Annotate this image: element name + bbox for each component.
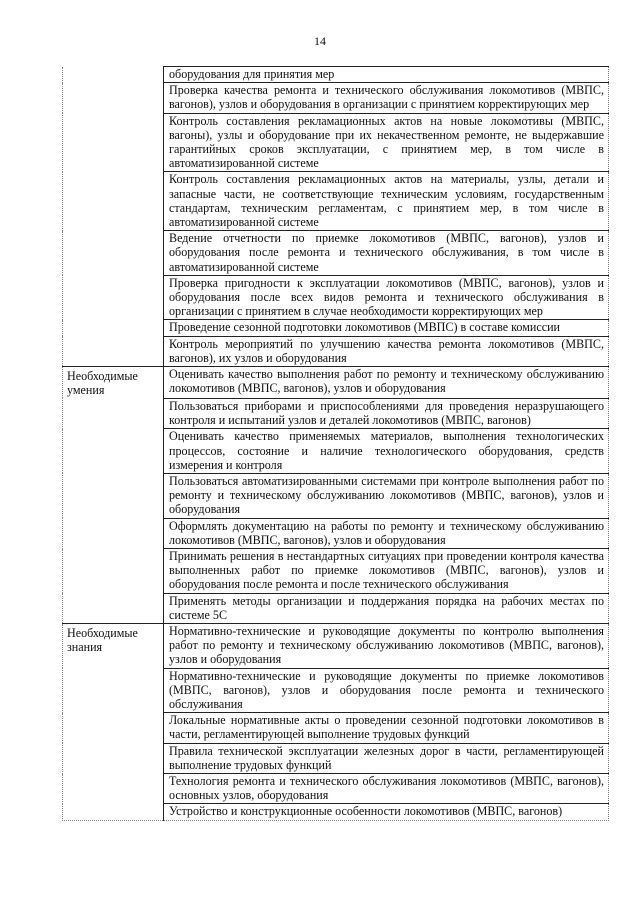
table-row xyxy=(63,549,609,594)
table-row xyxy=(63,320,609,336)
row-text: Проверка пригодности к эксплуатации локомотивов (МВПС, вагонов), узлов и оборудования после всех видов ремонта и технического обслуживания в организации с принятием в случае необходимости корректирующих мер xyxy=(164,275,609,320)
row-text: Нормативно-технические и руководящие документы по контролю выполнения работ по ремонту и техническому обслуживанию локомотивов (МВПС, вагонов), узлов и оборудования xyxy=(164,624,609,669)
table-row xyxy=(63,593,609,623)
row-label xyxy=(63,473,164,518)
table-row xyxy=(63,113,609,172)
table-row xyxy=(63,518,609,548)
section-label-skills: Необходимые умения xyxy=(63,367,164,399)
row-text: Проведение сезонной подготовки локомотивов (МВПС) в составе комиссии xyxy=(164,320,609,336)
table-row xyxy=(63,67,609,83)
row-label xyxy=(63,67,164,83)
row-text: Устройство и конструкционные особенности локомотивов (МВПС, вагонов) xyxy=(164,804,609,820)
row-text: Ведение отчетности по приемке локомотивов (МВПС, вагонов), узлов и оборудования после ремонта и технического обслуживания, в том числе в автоматизированной системе xyxy=(164,231,609,276)
row-text: Правила технической эксплуатации железных дорог в части, регламентирующей выполнение трудовых функций xyxy=(164,743,609,773)
row-label xyxy=(63,113,164,172)
row-text: Контроль составления рекламационных актов на новые локомотивы (МВПС, вагоны), узлы и оборудование при их некачественном ремонте, не выдержавшие гарантийных сроков эксплуатации, с принятием мер, в том числе в автоматизированной системе xyxy=(164,113,609,172)
row-label xyxy=(63,83,164,113)
functions-table xyxy=(62,66,609,821)
row-label xyxy=(63,518,164,548)
row-label xyxy=(63,231,164,276)
row-text: Принимать решения в нестандартных ситуациях при проведении контроля качества выполненных работ по приемке локомотивов (МВПС, вагонов), узлов и оборудования после ремонта и после технического обслуживания xyxy=(164,549,609,594)
section-label-knowledge: Необходимые знания xyxy=(63,624,164,669)
row-label xyxy=(63,549,164,594)
table-row xyxy=(63,804,609,820)
row-label xyxy=(63,804,164,820)
row-text: оборудования для принятия мер xyxy=(164,67,609,83)
row-text: Контроль мероприятий по улучшению качества ремонта локомотивов (МВПС, вагонов), их узлов и оборудования xyxy=(164,336,609,366)
table-row xyxy=(63,713,609,743)
table-row xyxy=(63,668,609,713)
row-label xyxy=(63,398,164,428)
table-row xyxy=(63,83,609,113)
row-text: Локальные нормативные акты о проведении сезонной подготовки локомотивов в части, регламентирующей выполнение трудовых функций xyxy=(164,713,609,743)
table-row xyxy=(63,172,609,231)
table-row xyxy=(63,336,609,366)
table-row xyxy=(63,398,609,428)
row-label xyxy=(63,275,164,320)
row-text: Оценивать качество выполнения работ по ремонту и техническому обслуживанию локомотивов (МВПС, вагонов), узлов и оборудования xyxy=(164,367,609,399)
table-row xyxy=(63,743,609,773)
row-label xyxy=(63,320,164,336)
row-text: Пользоваться автоматизированными системами при контроле выполнения работ по ремонту и техническому обслуживанию локомотивов (МВПС, вагонов), узлов и оборудования xyxy=(164,473,609,518)
table-row xyxy=(63,774,609,804)
table-row xyxy=(63,624,609,669)
row-text: Нормативно-технические и руководящие документы по приемке локомотивов (МВПС, вагонов), узлов и оборудования после ремонта и технического обслуживания xyxy=(164,668,609,713)
table-row xyxy=(63,275,609,320)
row-text: Проверка качества ремонта и технического обслуживания локомотивов (МВПС, вагонов), узлов и оборудования в организации с принятием корректирующих мер xyxy=(164,83,609,113)
row-text: Технология ремонта и технического обслуживания локомотивов (МВПС, вагонов), основных узлов, оборудования xyxy=(164,774,609,804)
page-number: 14 xyxy=(314,34,326,48)
row-text: Оценивать качество применяемых материалов, выполнения технологических процессов, состояние и наличие технологического оборудования, средств измерения и контроля xyxy=(164,429,609,474)
row-text: Пользоваться приборами и приспособлениями для проведения неразрушающего контроля и испытаний узлов и деталей локомотивов (МВПС, вагонов) xyxy=(164,398,609,428)
row-label xyxy=(63,713,164,743)
row-text: Контроль составления рекламационных актов на материалы, узлы, детали и запасные части, не соответствующие техническим условиям, государственным стандартам, техническим регламентам, с принятием мер, в том числе в автоматизированной системе xyxy=(164,172,609,231)
row-label xyxy=(63,743,164,773)
row-label xyxy=(63,336,164,366)
row-text: Применять методы организации и поддержания порядка на рабочих местах по системе 5С xyxy=(164,593,609,623)
table-row xyxy=(63,231,609,276)
table-row xyxy=(63,473,609,518)
row-label xyxy=(63,774,164,804)
row-label xyxy=(63,593,164,623)
row-label xyxy=(63,668,164,713)
row-label xyxy=(63,172,164,231)
table-row xyxy=(63,367,609,399)
row-label xyxy=(63,429,164,474)
table-row xyxy=(63,429,609,474)
row-text: Оформлять документацию на работы по ремонту и техническому обслуживанию локомотивов (МВПС, вагонов), узлов и оборудования xyxy=(164,518,609,548)
